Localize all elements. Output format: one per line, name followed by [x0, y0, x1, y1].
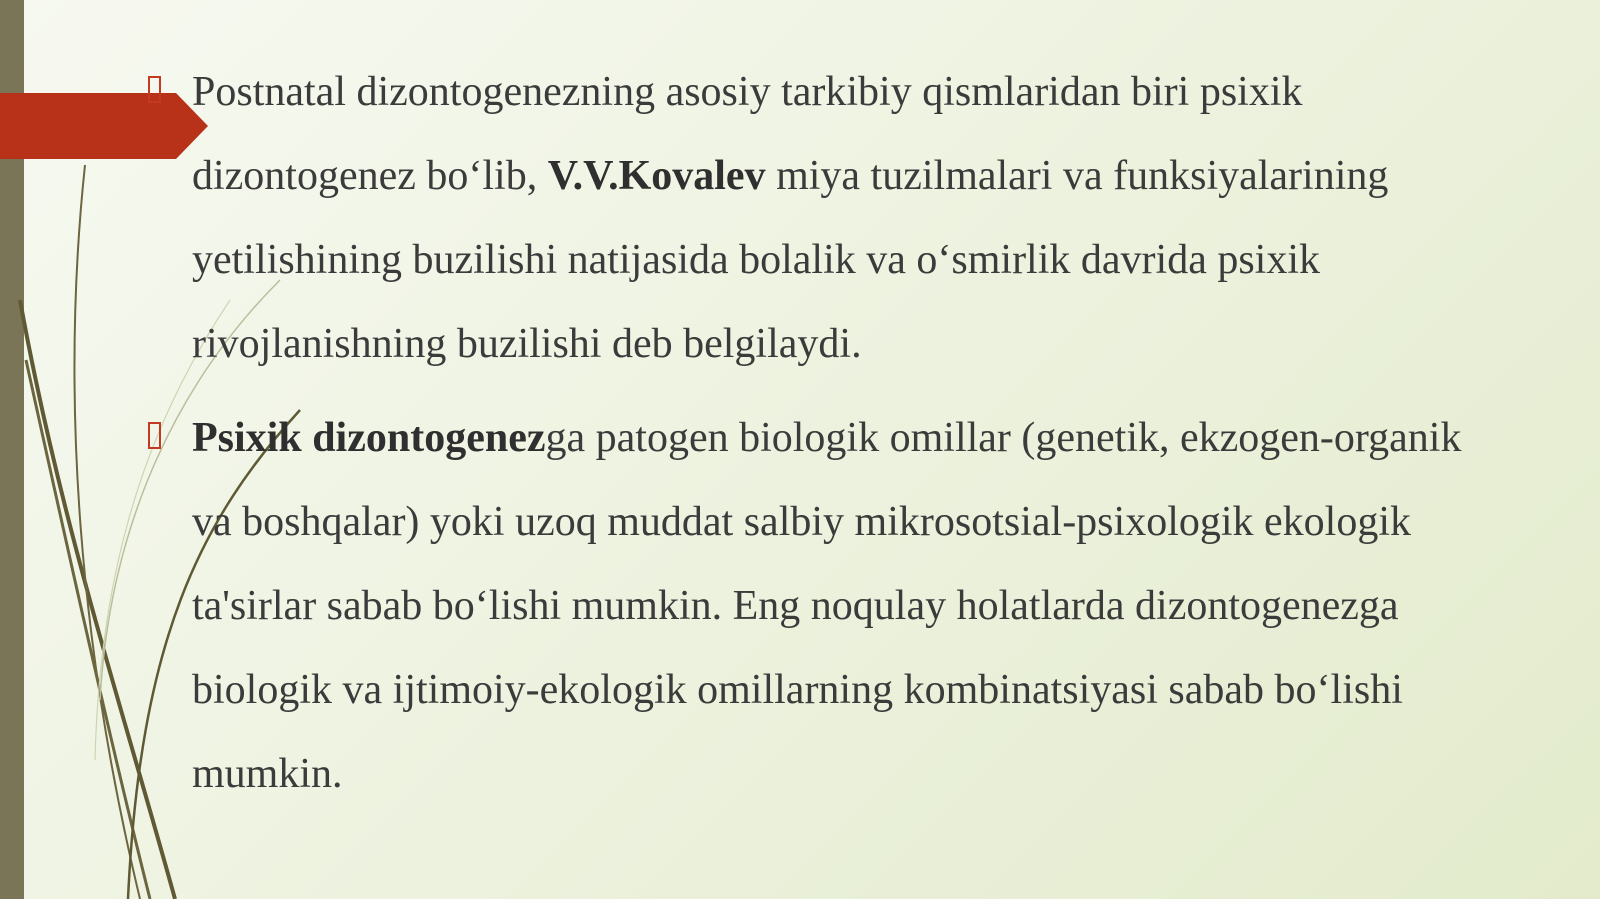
- bullet-1-text-b: miya tuzilmalari va funksiyalarining yetilishining buzilishi natijasida bolalik va o‘smirlik davrida psixik rivojlanishning buzilishi deb belgilaydi.: [192, 153, 1389, 367]
- bullet-2-text-bold: Psixik dizontogenez: [192, 415, 546, 461]
- slide-content: [148, 50, 1508, 826]
- bullet-box-icon: [148, 422, 161, 449]
- bullet-1: [148, 50, 1508, 386]
- bullet-1-text-bold: V.V.Kovalev: [547, 153, 766, 199]
- bullet-2-text-a: ga patogen biologik omillar (genetik, ekzogen-organik va boshqalar) yoki uzoq muddat salbiy mikrosotsial-psixologik ekologik ta'sirlar sabab bo‘lishi mumkin. Eng noqulay holatlarda dizontogenezga biologik va ijtimoiy-ekologik omillarning kombinatsiyasi sabab bo‘lishi mumkin.: [192, 415, 1462, 797]
- bullet-box-icon: [148, 76, 161, 103]
- bullet-1-text-a: Postnatal dizontogenezning asosiy tarkibiy qismlaridan biri psixik dizontogenez bo‘lib,: [192, 69, 1303, 199]
- bullet-2: [148, 396, 1508, 816]
